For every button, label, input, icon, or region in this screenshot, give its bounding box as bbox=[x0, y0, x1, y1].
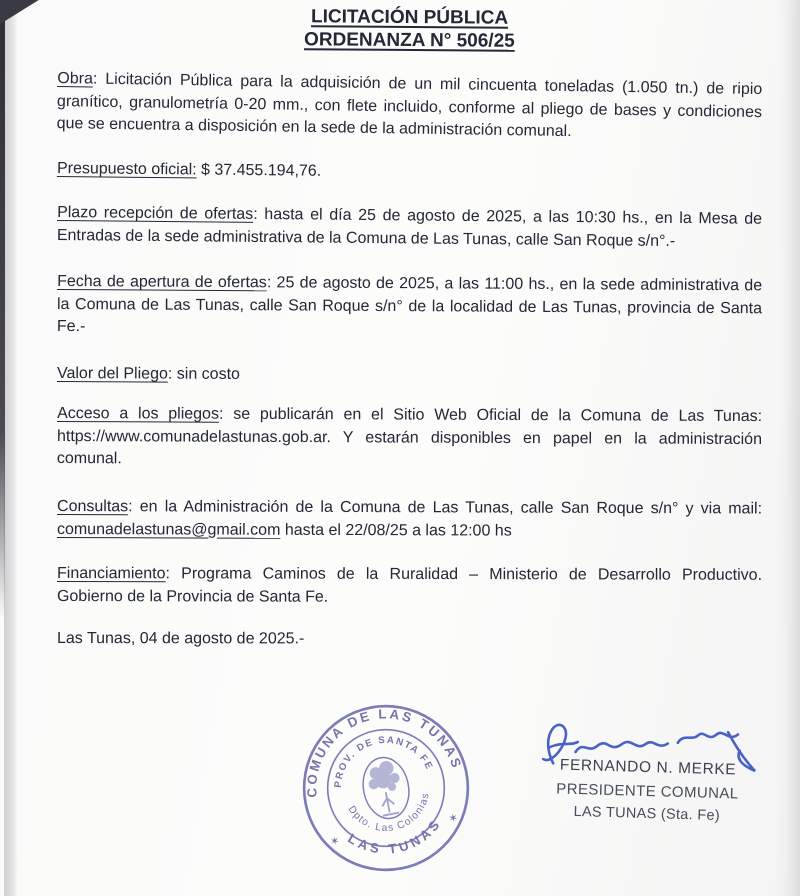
consultas-text-after-email: hasta el 22/08/25 a las 12:00 hs bbox=[284, 520, 512, 539]
section-fecha-apertura bbox=[57, 271, 762, 343]
presupuesto-text: $ 37.455.194,76. bbox=[201, 161, 322, 180]
section-presupuesto bbox=[57, 158, 762, 188]
plazo-text: hasta el día 25 de agosto de 2025, a las 10:30 hs., en la Mesa de Entradas de la sede administrativa de la Comuna de Las Tunas, calle San Roque s/n°.- bbox=[56, 205, 763, 250]
fecha-colon: : bbox=[266, 274, 272, 292]
signer-role: PRESIDENTE COMUNAL bbox=[556, 780, 739, 803]
acceso-colon: : bbox=[218, 405, 224, 423]
section-acceso-pliegos bbox=[57, 403, 762, 474]
section-plazo-recepcion bbox=[57, 202, 762, 254]
signer-place: LAS TUNAS (Sta. Fe) bbox=[573, 803, 721, 825]
obra-text: Licitación Pública para la adquisición de un mil cincuenta toneladas (1.050 tn.) de ripio granítico, granulometría 0-20 mm., con flete incluido, conforme al pliego de bases y condiciones que se encuentra a disposición en la sede de la administración comunal. bbox=[56, 70, 763, 141]
title-line-2: ORDENANZA N° 506/25 bbox=[304, 29, 515, 52]
section-financiamiento bbox=[57, 563, 762, 610]
section-obra bbox=[56, 68, 762, 147]
presupuesto-label: Presupuesto oficial bbox=[56, 159, 193, 178]
stamp-crest bbox=[358, 754, 414, 823]
stamp-star-right-icon: ✶ bbox=[447, 811, 460, 826]
acceso-text: se publicarán en el Sitio Web Oficial de la Comuna de Las Tunas: https://www.comunadelastunas.gob.ar. Y estarán disponibles en papel en la administración comunal. bbox=[56, 405, 763, 468]
obra-colon: : bbox=[92, 70, 98, 88]
handwritten-signature bbox=[530, 711, 767, 780]
valor-colon: : bbox=[167, 365, 173, 383]
stamp-seal-graphic bbox=[283, 685, 489, 891]
obra-label: Obra bbox=[57, 70, 94, 88]
signature-block bbox=[524, 711, 771, 830]
valor-text: sin costo bbox=[176, 365, 240, 383]
title-line-1: LICITACIÓN PÚBLICA bbox=[310, 6, 509, 29]
financiamiento-label: Financiamiento bbox=[57, 564, 166, 582]
stamp-text-comuna-de-las-tunas: COMUNA DE LAS TUNAS bbox=[304, 706, 465, 798]
comuna-round-stamp bbox=[283, 685, 489, 891]
valor-label: Valor del Pliego bbox=[56, 364, 168, 383]
section-consultas bbox=[57, 496, 762, 543]
acceso-label: Acceso a los pliegos bbox=[57, 405, 220, 423]
plazo-colon: : bbox=[253, 205, 258, 223]
section-valor-pliego bbox=[57, 363, 762, 389]
financiamiento-text: Programa Caminos de la Ruralidad – Ministerio de Desarrollo Productivo. Gobierno de la Provincia de Santa Fe. bbox=[56, 564, 763, 605]
consultas-label: Consultas bbox=[57, 497, 129, 515]
financiamiento-colon: : bbox=[165, 564, 171, 582]
signer-name: FERNANDO N. MERKE bbox=[559, 756, 737, 779]
stamp-star-left-icon: ✶ bbox=[329, 834, 341, 849]
stamp-text-las-tunas: LAS TUNAS bbox=[345, 815, 445, 857]
stamp-text-dpto-las-colonias: Dpto. Las Colonias bbox=[345, 791, 432, 835]
fecha-text: 25 de agosto de 2025, a las 11:00 hs., en la sede administrativa de la Comuna de Las Tunas, calle San Roque s/n° de la localidad de Las Tunas, provincia de Santa Fe.- bbox=[56, 274, 763, 336]
consultas-text-before-email: en la Administración de la Comuna de Las Tunas, calle San Roque s/n° y via mail: bbox=[139, 497, 763, 517]
document-title bbox=[57, 4, 762, 55]
consultas-email: comunadelastunas@gmail.com bbox=[56, 520, 281, 538]
consultas-colon: : bbox=[128, 497, 133, 515]
presupuesto-colon: : bbox=[192, 160, 197, 178]
dateline: Las Tunas, 04 de agosto de 2025.- bbox=[56, 629, 305, 647]
plazo-label: Plazo recepción de ofertas bbox=[57, 204, 254, 223]
stamp-text-prov-santa-fe: PROV. DE SANTA FE bbox=[332, 734, 435, 789]
fecha-label: Fecha de apertura de ofertas bbox=[57, 273, 267, 292]
